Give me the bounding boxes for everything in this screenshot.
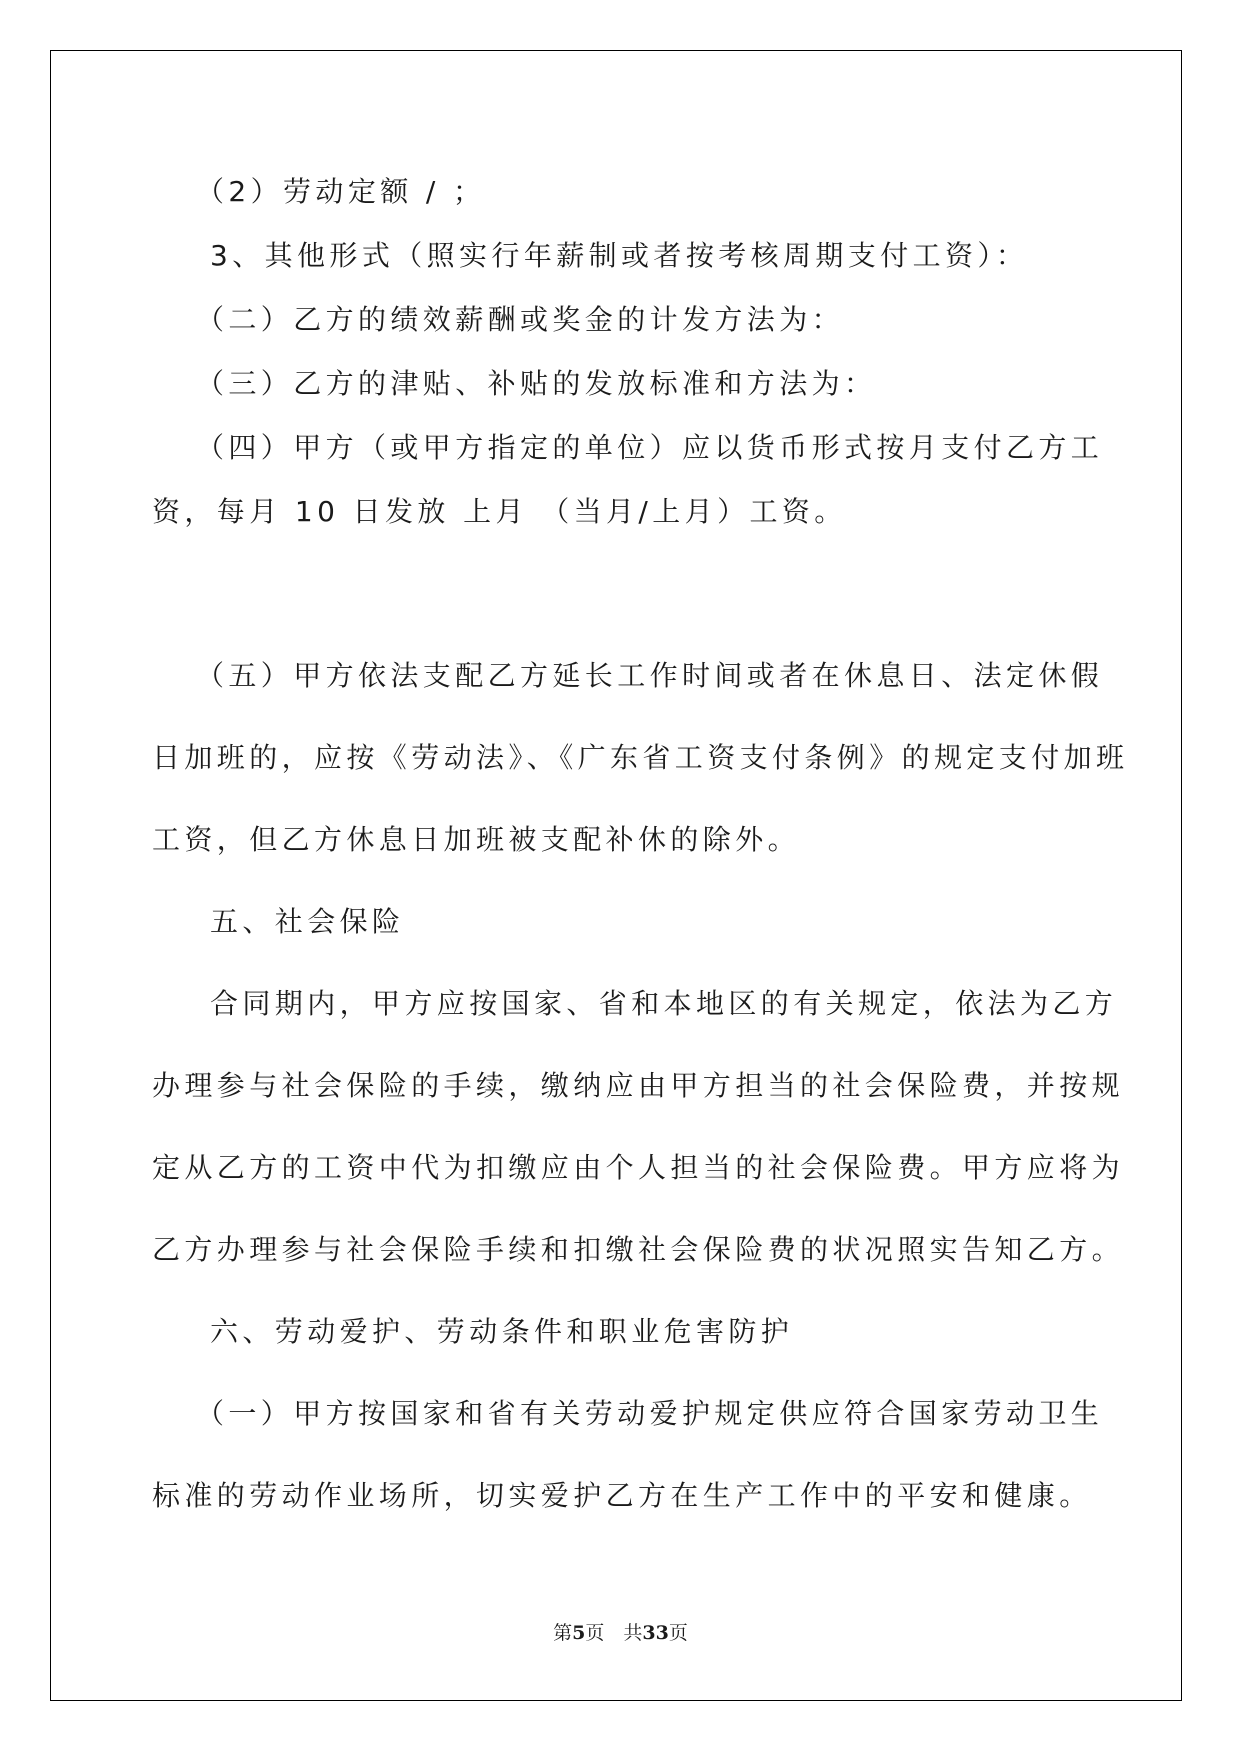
footer-suffix: 页 [668,1622,688,1644]
footer-prefix: 第 [553,1622,573,1644]
text-line: 合同期内，甲方应按国家、省和本地区的有关规定，依法为乙方 [210,987,1118,1020]
text-line: 乙方办理参与社会保险手续和扣缴社会保险费的状况照实告知乙方。 [152,1233,1125,1266]
text-line: 资，每月 10 日发放 上月 （当月/上月）工资。 [152,495,847,528]
footer-mid: 页 共 [585,1622,643,1644]
text-line: （一）甲方按国家和省有关劳动爱护规定供应符合国家劳动卫生 [196,1397,1104,1430]
section-heading: 六、劳动爱护、劳动条件和职业危害防护 [210,1315,794,1348]
page-number: 5 [572,1622,586,1644]
text-line: （四）甲方（或甲方指定的单位）应以货币形式按月支付乙方工 [196,431,1104,464]
section-heading: 五、社会保险 [210,905,405,938]
text-line: 3、其他形式（照实行年薪制或者按考核周期支付工资）： [210,239,1029,272]
text-line: 定从乙方的工资中代为扣缴应由个人担当的社会保险费。甲方应将为 [152,1151,1125,1184]
text-line: （三）乙方的津贴、补贴的发放标准和方法为： [196,367,877,400]
text-line: 办理参与社会保险的手续，缴纳应由甲方担当的社会保险费，并按规 [152,1069,1125,1102]
text-line: （2）劳动定额 / ； [196,175,486,208]
page-border [50,50,1182,1701]
text-line: 标准的劳动作业场所，切实爱护乙方在生产工作中的平安和健康。 [152,1479,1092,1512]
text-line: （五）甲方依法支配乙方延长工作时间或者在休息日、法定休假 [196,659,1104,692]
text-line: 工资，但乙方休息日加班被支配补休的除外。 [152,823,801,856]
page-footer [0,1618,1241,1645]
text-line: 日加班的，应按《劳动法》、《广东省工资支付条例》的规定支付加班 [152,741,1129,774]
total-pages: 33 [642,1622,669,1644]
text-line: （二）乙方的绩效薪酬或奖金的计发方法为： [196,303,845,336]
